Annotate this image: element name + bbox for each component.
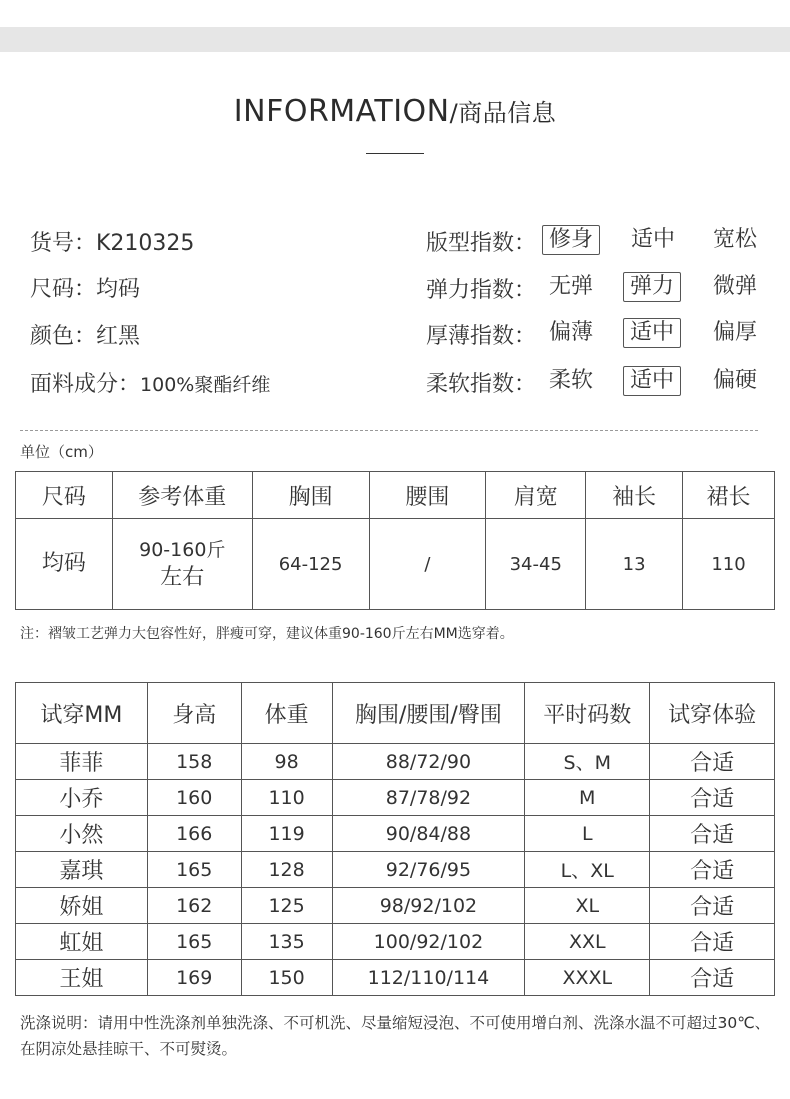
model-weight: 150 (241, 960, 332, 996)
table-row (16, 816, 775, 852)
fabric-value: 100%聚酯纤维 (140, 374, 271, 396)
fit-option-slim: 修身 (542, 225, 600, 255)
model-height: 162 (147, 888, 241, 924)
model-name: 娇姐 (16, 888, 148, 924)
cell-size: 均码 (16, 519, 113, 610)
softness-option-hard: 偏硬 (713, 368, 758, 393)
table-row (16, 888, 775, 924)
header-model: 试穿MM (16, 683, 148, 744)
model-weight: 110 (241, 780, 332, 816)
header-measurements: 胸围/腰围/臀围 (332, 683, 525, 744)
model-experience: 合适 (650, 744, 775, 780)
header-height: 身高 (147, 683, 241, 744)
model-measurements: 100/92/102 (332, 924, 525, 960)
cell-bust: 64-125 (252, 519, 369, 610)
title-divider (366, 153, 424, 154)
model-experience: 合适 (650, 924, 775, 960)
model-height: 165 (147, 924, 241, 960)
title-sub: /商品信息 (449, 99, 557, 127)
model-name: 嘉琪 (16, 852, 148, 888)
model-experience: 合适 (650, 852, 775, 888)
model-experience: 合适 (650, 780, 775, 816)
model-weight: 119 (241, 816, 332, 852)
header-weight: 体重 (241, 683, 332, 744)
cell-length: 110 (683, 519, 775, 610)
model-weight: 135 (241, 924, 332, 960)
model-measurements: 112/110/114 (332, 960, 525, 996)
fabric-info (30, 367, 270, 398)
table-row (16, 780, 775, 816)
fit-option-loose: 宽松 (713, 227, 758, 252)
fit-option-regular: 适中 (631, 227, 676, 252)
title-main: INFORMATION (233, 94, 450, 129)
model-usual-size: XXXL (525, 960, 650, 996)
header-experience: 试穿体验 (650, 683, 775, 744)
trial-table-header (16, 683, 775, 744)
stretch-option-none: 无弹 (549, 274, 594, 299)
top-banner-bar (0, 27, 790, 52)
fabric-label: 面料成分： (30, 372, 141, 397)
stretch-option-stretch: 弹力 (623, 272, 681, 302)
model-height: 165 (147, 852, 241, 888)
model-usual-size: XL (525, 888, 650, 924)
table-row (16, 852, 775, 888)
model-weight: 125 (241, 888, 332, 924)
header-waist: 腰围 (369, 472, 486, 519)
cell-sleeve: 13 (586, 519, 683, 610)
model-weight: 128 (241, 852, 332, 888)
size-table-row (16, 519, 775, 610)
header-ref-weight: 参考体重 (112, 472, 252, 519)
item-number: 货号：K210325 (30, 231, 195, 256)
model-name: 菲菲 (16, 744, 148, 780)
size-note: 注：褶皱工艺弹力大包容性好，胖瘦可穿，建议体重90-160斤左右MM选穿着。 (20, 626, 514, 642)
model-height: 166 (147, 816, 241, 852)
model-height: 158 (147, 744, 241, 780)
model-name: 虹姐 (16, 924, 148, 960)
model-measurements: 92/76/95 (332, 852, 525, 888)
header-sleeve: 袖长 (586, 472, 683, 519)
model-experience: 合适 (650, 816, 775, 852)
model-usual-size: S、M (525, 744, 650, 780)
softness-option-medium: 适中 (623, 366, 681, 396)
model-measurements: 90/84/88 (332, 816, 525, 852)
thickness-option-thin: 偏薄 (549, 320, 594, 345)
model-usual-size: XXL (525, 924, 650, 960)
table-row (16, 960, 775, 996)
model-usual-size: L、XL (525, 852, 650, 888)
stretch-option-slight: 微弹 (713, 274, 758, 299)
model-experience: 合适 (650, 960, 775, 996)
size-table (15, 471, 775, 610)
thickness-option-medium: 适中 (623, 318, 681, 348)
table-row (16, 924, 775, 960)
model-usual-size: M (525, 780, 650, 816)
header-length: 裙长 (683, 472, 775, 519)
header-usual-size: 平时码数 (525, 683, 650, 744)
thickness-index-label: 厚薄指数： (426, 324, 537, 349)
cell-weight-line2: 左右 (160, 565, 205, 590)
thickness-option-thick: 偏厚 (713, 320, 758, 345)
model-measurements: 98/92/102 (332, 888, 525, 924)
model-height: 160 (147, 780, 241, 816)
model-measurements: 87/78/92 (332, 780, 525, 816)
model-measurements: 88/72/90 (332, 744, 525, 780)
header-shoulder: 肩宽 (486, 472, 586, 519)
cell-shoulder: 34-45 (486, 519, 586, 610)
model-name: 小然 (16, 816, 148, 852)
model-name: 王姐 (16, 960, 148, 996)
model-name: 小乔 (16, 780, 148, 816)
softness-index-label: 柔软指数： (426, 372, 537, 397)
header-bust: 胸围 (252, 472, 369, 519)
softness-option-soft: 柔软 (549, 368, 594, 393)
model-height: 169 (147, 960, 241, 996)
unit-label: 单位（cm） (20, 443, 103, 461)
header-size: 尺码 (16, 472, 113, 519)
color-info: 颜色：红黑 (30, 324, 141, 349)
model-weight: 98 (241, 744, 332, 780)
size-table-header (16, 472, 775, 519)
stretch-index-label: 弹力指数： (426, 278, 537, 303)
cell-weight-line1: 90-160斤 (139, 539, 226, 561)
trial-table (15, 682, 775, 996)
cell-weight (112, 519, 252, 610)
section-divider (20, 430, 758, 431)
washing-instructions: 洗涤说明：请用中性洗涤剂单独洗涤、不可机洗、尽量缩短浸泡、不可使用增白剂、洗涤水温不可超过30℃、在阴凉处悬挂晾干、不可熨烫。 (20, 1014, 771, 1058)
cell-waist: / (369, 519, 486, 610)
model-experience: 合适 (650, 888, 775, 924)
table-row (16, 744, 775, 780)
page-title (0, 93, 790, 129)
model-usual-size: L (525, 816, 650, 852)
size-info: 尺码：均码 (30, 277, 141, 302)
fit-index-label: 版型指数： (426, 231, 537, 256)
